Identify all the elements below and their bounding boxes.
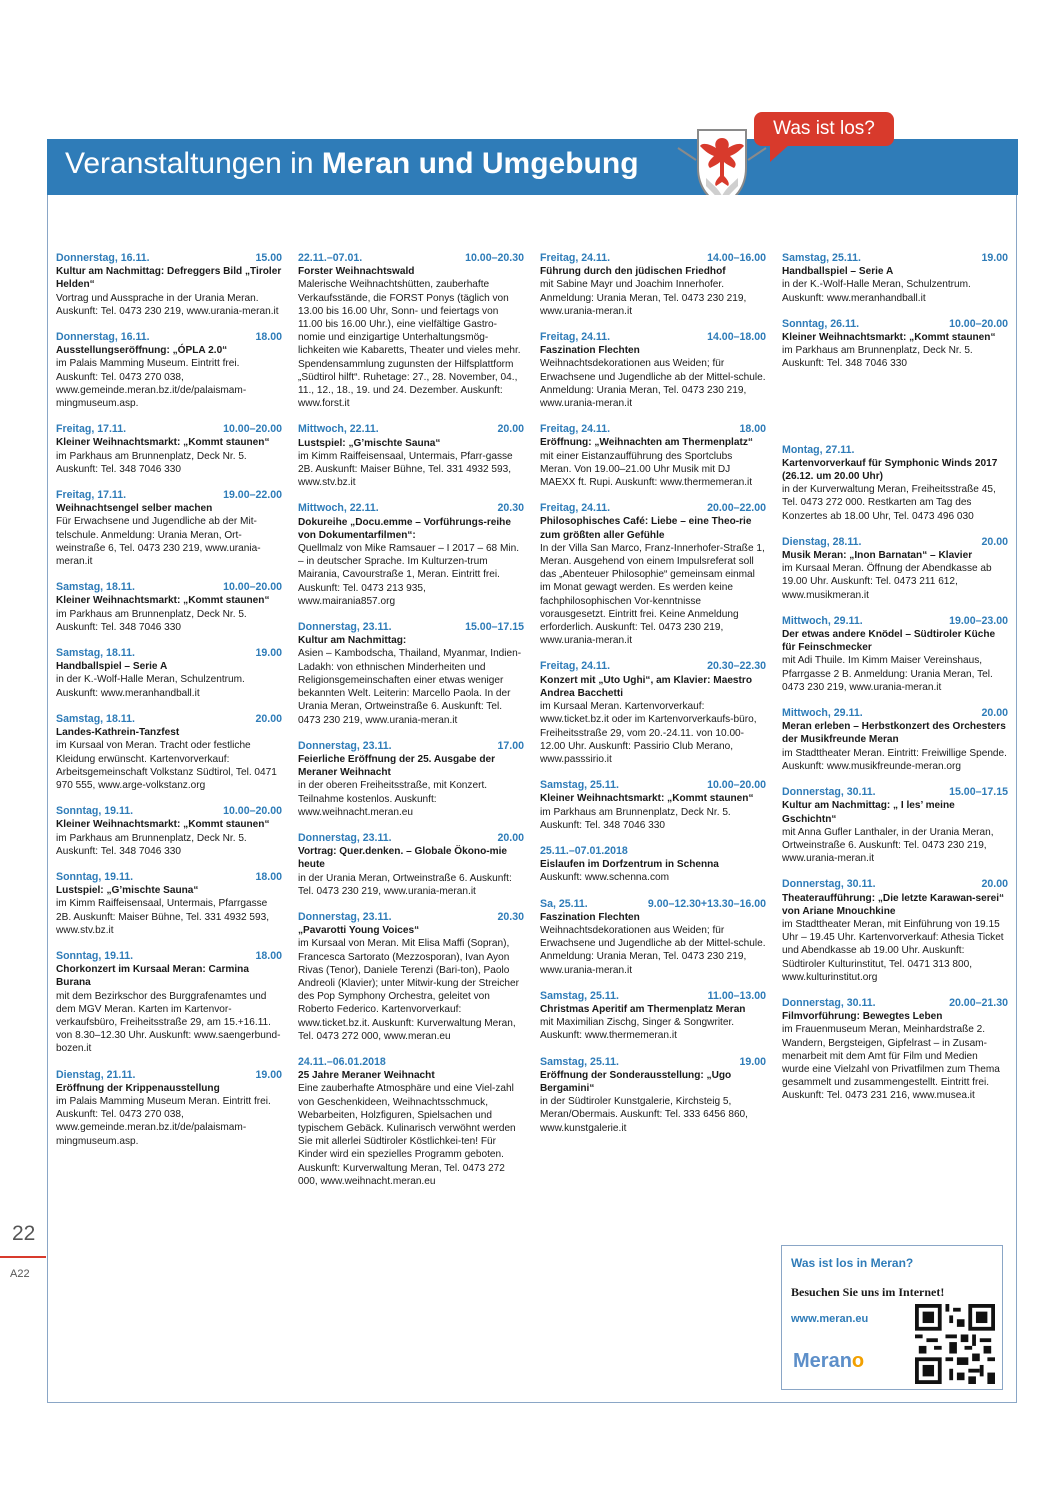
event-date-row [56, 805, 282, 818]
event-title: Meran erleben – Herbstkonzert des Orchesters der Musikfreunde Meran [782, 721, 1006, 746]
event-time: 10.00–20.00 [223, 805, 282, 818]
event-title: Philosophisches Café: Liebe – eine Theo-rie zum größten aller Gefühle [540, 516, 752, 541]
event-time: 20.00 [497, 831, 524, 844]
event-date: Sonntag, 19.11. [56, 870, 134, 883]
event-entry [540, 423, 766, 489]
event-description: im Parkhaus am Brunnenplatz, Deck Nr. 5. Auskunft: Tel. 348 7046 330 [56, 450, 247, 475]
event-date-row [540, 898, 766, 911]
event-date-row [782, 252, 1008, 265]
event-description: in der Kurverwaltung Meran, Freiheitsstraße 45, Tel. 0473 272 000. Restkarten am Tag des Konzertes ab 18.00 Uhr, Tel. 0473 496 030 [782, 484, 996, 522]
event-description: mit Adi Thuile. Im Kimm Maiser Vereinshaus, Pfarrgasse 2 B. Anmeldung: Urania Meran, Tel. 0473 230 219, www.urania-meran.it [782, 655, 993, 693]
event-title: Konzert mit „Uto Ughi“, am Klavier: Maestro Andrea Bacchetti [540, 674, 752, 699]
event-date-row [298, 740, 524, 753]
event-title: Landes-Kathrein-Tanzfest [56, 727, 180, 739]
event-title: Kultur am Nachmittag: „ I les’ meine Gschichtn“ [782, 800, 955, 825]
event-title: Kleiner Weihnachtsmarkt: „Kommt staunen“ [56, 595, 270, 607]
event-description: Auskunft: www.schenna.com [540, 872, 670, 884]
event-date: 24.11.–06.01.2018 [298, 1055, 386, 1068]
event-time: 10.00–20.30 [465, 252, 524, 264]
event-time: 19.00 [255, 647, 282, 660]
event-time: 19.00 [255, 1068, 282, 1081]
event-title: Ausstellungseröffnung: „ÓPLA 2.0“ [56, 345, 228, 357]
event-time: 19.00 [739, 1055, 766, 1068]
event-date-row [540, 660, 766, 673]
event-entry [540, 502, 766, 647]
event-description: im Kursaal Meran. Kartenvorverkauf: www.ticket.bz.it oder im Kartenvorverkaufs-büro, Freiheitsstraße 29, vom 20.-24.11. von 10.00-12.00 Uhr. Auskunft: Passirio Club Merano, www.passsirio.it [540, 701, 757, 765]
event-time: 19.00–23.00 [949, 614, 1008, 627]
event-entry [298, 911, 524, 1043]
event-date: Donnerstag, 16.11. [56, 331, 150, 344]
event-date-row [56, 871, 282, 884]
event-title: „Pavarotti Young Voices“ [298, 925, 420, 937]
event-title: Kleiner Weihnachtsmarkt: „Kommt staunen“ [540, 793, 754, 805]
column-2 [298, 252, 524, 1201]
page-number-rule [0, 1256, 46, 1258]
page-header [47, 139, 1018, 195]
event-time: 11.00–13.00 [707, 989, 766, 1002]
event-date: Samstag, 18.11. [56, 581, 135, 594]
event-title: Faszination Flechten [540, 345, 640, 357]
event-date: Sonntag, 19.11. [56, 805, 134, 818]
event-time: 20.30 [497, 910, 524, 923]
event-date-row [540, 423, 766, 436]
event-date: Donnerstag, 23.11. [298, 910, 392, 923]
event-date-row [782, 318, 1008, 331]
event-entry [782, 615, 1008, 694]
event-date: Freitag, 24.11. [540, 331, 611, 344]
event-title: Der etwas andere Knödel – Südtiroler Küche für Feinschmecker [782, 629, 996, 654]
event-date: Freitag, 24.11. [540, 423, 611, 436]
event-time: 20.00 [981, 707, 1008, 720]
event-date-row [782, 997, 1008, 1010]
event-entry [782, 252, 1008, 305]
event-date-row [540, 502, 766, 515]
event-date-row [540, 252, 766, 265]
event-time: 20.00 [255, 712, 282, 725]
event-date-row [540, 1056, 766, 1069]
event-date: Donnerstag, 16.11. [56, 252, 150, 264]
event-description: im Kimm Raiffeisensaal, Untermais, Pfarrgasse 2B. Auskunft: Maiser Bühne, Tel. 331 4932 593, www.stv.bz.it [56, 898, 270, 936]
event-date: Donnerstag, 30.11. [782, 996, 876, 1009]
event-date-row [782, 878, 1008, 891]
event-description: Malerische Weihnachtshütten, zauberhafte Verkaufsstände, die FORST Ponys (täglich von 13.00 bis 16.00 Uhr, Sonn- und feiertags von 11.00 bis 16.00 Uhr.), eine vielfältige Gastro-nomie und einzigartige Unterhaltungsmög-lichkeiten wie Kabaretts, Theater und vieles mehr. Spendensammlung zugunsten der Hilfsplattform „Südtirol hilft“. Ruhetage: 27., 28. November, 04., 11., 12., 18., 19. und 24. Dezember. Auskunft: www.forst.it [298, 279, 521, 410]
event-title: Lustspiel: „G’mischte Sauna“ [56, 885, 199, 897]
event-date: Dienstag, 28.11. [782, 535, 862, 548]
event-entry [540, 1056, 766, 1135]
event-entry [56, 423, 282, 476]
event-entry [56, 805, 282, 858]
event-date: Freitag, 24.11. [540, 502, 611, 515]
event-date-row [56, 1069, 282, 1082]
event-entry [298, 252, 524, 410]
event-entry [540, 252, 766, 318]
event-title: Filmvorführung: Bewegtes Leben [782, 1011, 943, 1023]
event-title: Kleiner Weihnachtsmarkt: „Kommt staunen“ [56, 437, 270, 449]
event-description: im Kursaal von Meran. Mit Elisa Maffi (Sopran), Francesca Sartorato (Mezzosporan), Ivan Ayon Rivas (Tenor), Daniele Terenzi (Bari-ton), Paolo Andreoli (Klavier); unter Mitwir-kung der Streicher des Pop Symphony Orchestra, geleitet von Roberto Federico. Kartenvorverkauf: www.ticket.bz.it. Auskunft: Kurverwaltung Meran, Tel. 0473 272 000, www.meran.eu [298, 938, 520, 1042]
event-date-row [782, 707, 1008, 720]
event-description: im Palais Mamming Museum. Eintritt frei. Auskunft: Tel. 0473 270 038, www.gemeinde.meran.bz.it/de/palaismam-mingmuseum.asp. [56, 358, 247, 410]
event-date: Samstag, 25.11. [540, 989, 619, 1002]
event-description: Vortrag und Aussprache in der Urania Meran. Auskunft: Tel. 0473 230 219, www.urania-meran.it [56, 292, 279, 317]
event-date: Samstag, 25.11. [540, 779, 619, 792]
event-description: Quellmalz von Mike Ramsauer – I 2017 – 68 Min. – in deutscher Sprache. Im Kulturzen-trum Mairania, Cavourstraße 1, Meran. Eintritt frei. Auskunft: Tel. 0473 213 935, www.mairania857.org [298, 543, 520, 607]
event-date-row [298, 423, 524, 436]
event-title: 25 Jahre Meraner Weihnacht [298, 1070, 435, 1082]
event-date-row [298, 832, 524, 845]
event-title: Christmas Aperitif am Thermenplatz Meran [540, 1003, 746, 1015]
badge-tail [770, 144, 790, 162]
event-date: Samstag, 18.11. [56, 712, 135, 725]
event-date: Montag, 27.11. [782, 443, 855, 456]
event-date-row [298, 252, 524, 265]
event-date-row [56, 423, 282, 436]
info-question: Was ist los in Meran? [791, 1256, 914, 1270]
event-time: 15.00 [255, 252, 282, 264]
event-entry [782, 318, 1008, 371]
event-time: 20.00 [981, 878, 1008, 891]
event-entry [56, 489, 282, 568]
event-title: Kleiner Weihnachtsmarkt: „Kommt staunen“ [56, 819, 270, 831]
event-date-row [782, 444, 1008, 457]
event-description: im Parkhaus am Brunnenplatz, Deck Nr. 5. Auskunft: Tel. 348 7046 330 [540, 806, 731, 831]
event-title: Handballspiel – Serie A [782, 266, 894, 278]
event-title: Feierliche Eröffnung der 25. Ausgabe der Meraner Weihnacht [298, 753, 496, 779]
event-description: im Stadttheater Meran. Eintritt: Freiwillige Spende. Auskunft: www.musikfreunde-meran.org [782, 747, 1007, 772]
meran-info-box [781, 1245, 1003, 1390]
event-description: mit Anna Gufler Lanthaler, in der Urania Meran, Ortweinstraße 6. Auskunft: Tel. 0473 230 219, www.urania-meran.it [782, 826, 994, 865]
event-description: In der Villa San Marco, Franz-Innerhofer-Straße 1, Meran. Ausgehend von einem Impulsreferat soll das „Abenteuer Philosophie“ gemeinsam einmal im Monat gewagt werden. Es werden keine fachphilosophischen Vor-kenntnisse vorausgesetzt. Eintritt frei. Keine Anmeldung erforderlich. Auskunft: Tel. 0473 230 219, www.urania-meran.it [540, 542, 765, 647]
was-ist-los-badge: Was ist los? [754, 112, 894, 146]
event-description: in der Urania Meran, Ortweinstraße 6. Auskunft: Tel. 0473 230 219, www.urania-meran.it [298, 872, 512, 897]
event-entry [540, 990, 766, 1043]
event-date-row [782, 615, 1008, 628]
event-date-row [540, 845, 766, 858]
event-title: Handballspiel – Serie A [56, 661, 168, 673]
event-time: 18.00 [255, 870, 282, 883]
header-tab [974, 139, 1018, 195]
event-entry [56, 647, 282, 700]
event-description: in der oberen Freiheitsstraße, mit Konzert. Teilnahme kostenlos. Auskunft: www.weihnacht.meran.eu [298, 780, 488, 818]
event-entry [540, 779, 766, 832]
event-date-row [56, 713, 282, 726]
event-description: Weihnachtsdekorationen aus Weiden; für Erwachsene und Jugendliche ab der Mittel-schule. Anmeldung: Urania Meran, Tel. 0473 230 219, www.urania-meran.it [540, 358, 766, 410]
event-description: mit Maximilian Zischg, Singer & Songwriter. Auskunft: www.thermemeran.it [540, 1017, 735, 1042]
event-description: im Kimm Raiffeisensaal, Untermais, Pfarr-gasse 2B. Auskunft: Maiser Bühne, Tel. 331 4932 593, www.stv.bz.it [298, 450, 513, 489]
merano-logo: Merano [793, 1350, 865, 1372]
event-description: im Stadttheater Meran, mit Einführung von 19.15 Uhr – 19.45 Uhr. Kartenvorverkauf: Athesia Ticket und Abendkasse ab 19.00 Uhr. Auskunft: Südtiroler Kulturinstitut, Tel. 0471 313 800, www.kulturinstitut.org [782, 918, 1004, 983]
event-time: 19.00 [981, 252, 1008, 264]
event-time: 10.00–20.00 [949, 317, 1008, 330]
event-date-row [540, 331, 766, 344]
event-time: 18.00 [739, 423, 766, 436]
event-time: 14.00–18.00 [707, 331, 766, 344]
event-date: Samstag, 25.11. [782, 252, 861, 264]
event-date-row [298, 502, 524, 515]
event-description: Asien – Kambodscha, Thailand, Myanmar, Indien-Ladakh: von ethnischen Minderheiten und Religionsgemeinschaften einer etwas weniger bekannten Welt. Leiterin: Marcello Paola. In der Urania Meran, Ortweinstraße 6. Auskunft: Tel. 0473 230 219, www.urania-meran.it [298, 648, 522, 726]
event-entry [540, 898, 766, 977]
event-description: im Parkhaus am Brunnenplatz, Deck Nr. 5. Auskunft: Tel. 348 7046 330 [56, 608, 247, 633]
event-time: 10.00–20.00 [223, 423, 282, 436]
column-3 [540, 252, 766, 1148]
event-description: Eine zauberhafte Atmosphäre und eine Viel-zahl von Geschenkideen, Weihnachtsschmuck, Webarbeiten, Holzfiguren, Spielsachen und typischem Gebäck. Kulinarisch verwöhnt werden Sie mit allerlei Südtiroler Köstlichkei-ten! Für Kinder wird ein spezielles Programm geboten. Auskunft: Kurverwaltung Meran, Tel. 0473 272 000, www.weihnacht.meran.eu [298, 1083, 516, 1187]
event-description: im Kursaal von Meran. Tracht oder festliche Kleidung erwünscht. Kartenvorverkauf: Arbeitsgemeinschaft Volkstanz Südtirol, Tel. 0471 970 555, www.arge-volkstanz.org [56, 740, 277, 791]
event-date: Mittwoch, 22.11. [298, 502, 379, 515]
event-entry [298, 1056, 524, 1188]
event-time: 20.00–22.00 [707, 502, 766, 515]
event-date-row [298, 1056, 524, 1069]
event-date: Freitag, 24.11. [540, 252, 611, 264]
event-date: Donnerstag, 23.11. [298, 831, 392, 844]
event-time: 19.00–22.00 [223, 489, 282, 502]
event-description: in der Südtiroler Kunstgalerie, Kirchsteig 5, Meran/Obermais. Auskunft: Tel. 333 6456 860, www.kunstgalerie.it [540, 1096, 748, 1134]
event-title: Weihnachtsengel selber machen [56, 503, 213, 515]
event-description: im Parkhaus am Brunnenplatz, Deck Nr. 5. Auskunft: Tel. 348 7046 330 [56, 832, 247, 857]
event-title: Kartenvorverkauf für Symphonic Winds 2017 (26.12. um 20.00 Uhr) [782, 457, 998, 483]
event-entry [56, 713, 282, 792]
event-title: Vortrag: Quer.denken. – Globale Ökono-mie heute [298, 846, 508, 871]
event-title: Kultur am Nachmittag: [298, 635, 407, 647]
event-time: 15.00–17.15 [949, 786, 1008, 799]
event-date-row [298, 621, 524, 634]
event-time: 20.00–21.30 [949, 996, 1008, 1009]
column-4 [782, 252, 1008, 1116]
event-date: Donnerstag, 30.11. [782, 786, 876, 799]
event-entry [540, 845, 766, 885]
event-title: Theateraufführung: „Die letzte Karawan-serei“ von Ariane Mnouchkine [782, 892, 1005, 917]
event-title: Kleiner Weihnachtsmarkt: „Kommt staunen“ [782, 332, 996, 344]
event-description: Weihnachtsdekorationen aus Weiden; für Erwachsene und Jugendliche ab der Mittel-schule. Anmeldung: Urania Meran, Tel. 0473 230 219, www.urania-meran.it [540, 924, 766, 976]
column-spacer [782, 384, 1008, 444]
event-description: im Frauenmuseum Meran, Meinhardstraße 2. Wandern, Bergsteigen, Gipfelrast – in Zusam-menarbeit mit dem Amt für Film und Medien wurde eine Vielzahl von Privatfilmen zum Thema gesammelt und zusammengestellt. Eintritt frei. Auskunft: Tel. 0473 231 216, www.musea.it [782, 1024, 1000, 1102]
event-date-row [56, 647, 282, 660]
event-title: Forster Weihnachtswald [298, 266, 415, 278]
event-date: 22.11.–07.01. [298, 252, 363, 264]
event-time: 17.00 [497, 739, 524, 752]
event-date: Samstag, 25.11. [540, 1055, 619, 1068]
event-date-row [56, 489, 282, 502]
event-description: mit Sabine Mayr und Joachim Innerhofer. Anmeldung: Urania Meran, Tel. 0473 230 219, www.urania-meran.it [540, 279, 747, 317]
event-title: Eröffnung der Sonderausstellung: „Ugo Bergamini“ [540, 1069, 732, 1094]
event-entry [782, 536, 1008, 602]
info-url-link[interactable]: www.meran.eu [791, 1313, 869, 1325]
event-title: Eislaufen im Dorfzentrum in Schenna [540, 859, 719, 871]
event-entry [298, 621, 524, 727]
event-date-row [56, 581, 282, 594]
event-date-row [56, 331, 282, 344]
event-entry [56, 252, 282, 318]
event-entry [56, 581, 282, 634]
event-date: Sonntag, 19.11. [56, 949, 134, 962]
event-date: Sa, 25.11. [540, 897, 588, 910]
event-title: Eröffnung der Krippenausstellung [56, 1082, 220, 1094]
event-description: im Palais Mamming Museum Meran. Eintritt frei. Auskunft: Tel. 0473 270 038, www.gemeinde.meran.bz.it/de/palaismam-mingmuseum.asp. [56, 1095, 271, 1147]
event-date-row [782, 786, 1008, 799]
event-date-row [298, 911, 524, 924]
event-description: im Kursaal Meran. Öffnung der Abendkasse ab 19.00 Uhr. Auskunft: Tel. 0473 211 612, www.musikmeran.it [782, 563, 992, 601]
event-entry [298, 832, 524, 898]
event-title: Lustspiel: „G’mischte Sauna“ [298, 437, 441, 449]
event-entry [56, 950, 282, 1056]
event-entry [782, 786, 1008, 865]
event-date: Dienstag, 21.11. [56, 1068, 136, 1081]
event-description: mit einer Eistanzaufführung des Sportclubs Meran. Von 19.00–21.00 Uhr Musik mit DJ MAEXX ft. Rupi. Auskunft: www.thermemeran.it [540, 450, 753, 489]
event-date: 25.11.–07.01.2018 [540, 844, 628, 857]
page-number: 22 [12, 1222, 36, 1245]
event-time: 20.00 [497, 423, 524, 436]
event-entry [56, 871, 282, 937]
event-date: Freitag, 17.11. [56, 489, 127, 502]
event-time: 20.00 [981, 535, 1008, 548]
event-title: Führung durch den jüdischen Friedhof [540, 266, 726, 278]
event-time: 14.00–16.00 [707, 252, 766, 264]
event-date: Donnerstag, 30.11. [782, 878, 876, 891]
event-date: Mittwoch, 22.11. [298, 423, 379, 436]
event-entry [298, 740, 524, 819]
event-entry [298, 423, 524, 489]
page-title: Veranstaltungen in Meran und Umgebung [65, 147, 639, 180]
event-time: 10.00–20.00 [223, 581, 282, 594]
event-title: Musik Meran: „Inon Barnatan“ – Klavier [782, 550, 973, 562]
event-date: Mittwoch, 29.11. [782, 707, 863, 720]
event-entry [782, 707, 1008, 773]
event-time: 15.00–17.15 [465, 621, 524, 634]
event-title: Dokureihe „Docu.emme – Vorführungs-reihe von Dokumentarfilmen“: [298, 516, 511, 541]
event-description: mit dem Bezirkschor des Burggrafenamtes und dem MGV Meran. Karten im Kartenvor-verkaufsbüro, Freiheitsstraße 29, am 15.+16.11. von 8.30–12.30 Uhr. Auskunft: www.saengerbund-bozen.it [56, 990, 281, 1055]
event-title: Chorkonzert im Kursaal Meran: Carmina Burana [56, 964, 249, 989]
event-description: Für Erwachsene und Jugendliche ab der Mit-telschule. Anmeldung: Urania Meran, Ort-weinstraße 6, Tel. 0473 230 219, www.urania-meran.it [56, 516, 261, 568]
event-entry [56, 1069, 282, 1148]
event-title: Faszination Flechten [540, 911, 640, 923]
event-time: 20.30 [497, 502, 524, 515]
event-date: Samstag, 18.11. [56, 647, 135, 660]
event-time: 9.00–12.30+13.30–16.00 [647, 897, 766, 910]
event-entry [540, 660, 766, 766]
event-date: Donnerstag, 23.11. [298, 621, 392, 634]
event-date: Mittwoch, 29.11. [782, 614, 863, 627]
event-time: 18.00 [255, 949, 282, 962]
event-entry [56, 331, 282, 410]
event-time: 20.30–22.30 [707, 660, 766, 673]
page-code: A22 [10, 1268, 30, 1280]
column-1 [56, 252, 282, 1161]
event-description: im Parkhaus am Brunnenplatz, Deck Nr. 5. Auskunft: Tel. 348 7046 330 [782, 345, 973, 370]
event-date-row [56, 950, 282, 963]
event-date: Freitag, 17.11. [56, 423, 127, 436]
event-date-row [540, 779, 766, 792]
event-date: Sonntag, 26.11. [782, 317, 860, 330]
event-date: Freitag, 24.11. [540, 660, 611, 673]
event-title: Eröffnung: „Weihnachten am Thermenplatz“ [540, 437, 753, 449]
event-entry [782, 997, 1008, 1103]
info-visit: Besuchen Sie uns im Internet! [791, 1285, 945, 1299]
event-description: in der K.-Wolf-Halle Meran, Schulzentrum. Auskunft: www.meranhandball.it [56, 674, 245, 699]
event-entry [782, 878, 1008, 984]
event-entry [782, 444, 1008, 523]
event-date-row [56, 252, 282, 265]
event-description: in der K.-Wolf-Halle Meran, Schulzentrum. Auskunft: www.meranhandball.it [782, 279, 971, 304]
event-entry [298, 502, 524, 608]
event-date-row [782, 536, 1008, 549]
event-time: 10.00–20.00 [707, 779, 766, 792]
event-entry [540, 331, 766, 410]
event-title: Kultur am Nachmittag: Defreggers Bild „Tiroler Helden“ [56, 266, 282, 291]
qr-code-icon[interactable] [915, 1304, 995, 1384]
event-date-row [540, 990, 766, 1003]
event-time: 18.00 [255, 331, 282, 344]
event-date: Donnerstag, 23.11. [298, 739, 392, 752]
